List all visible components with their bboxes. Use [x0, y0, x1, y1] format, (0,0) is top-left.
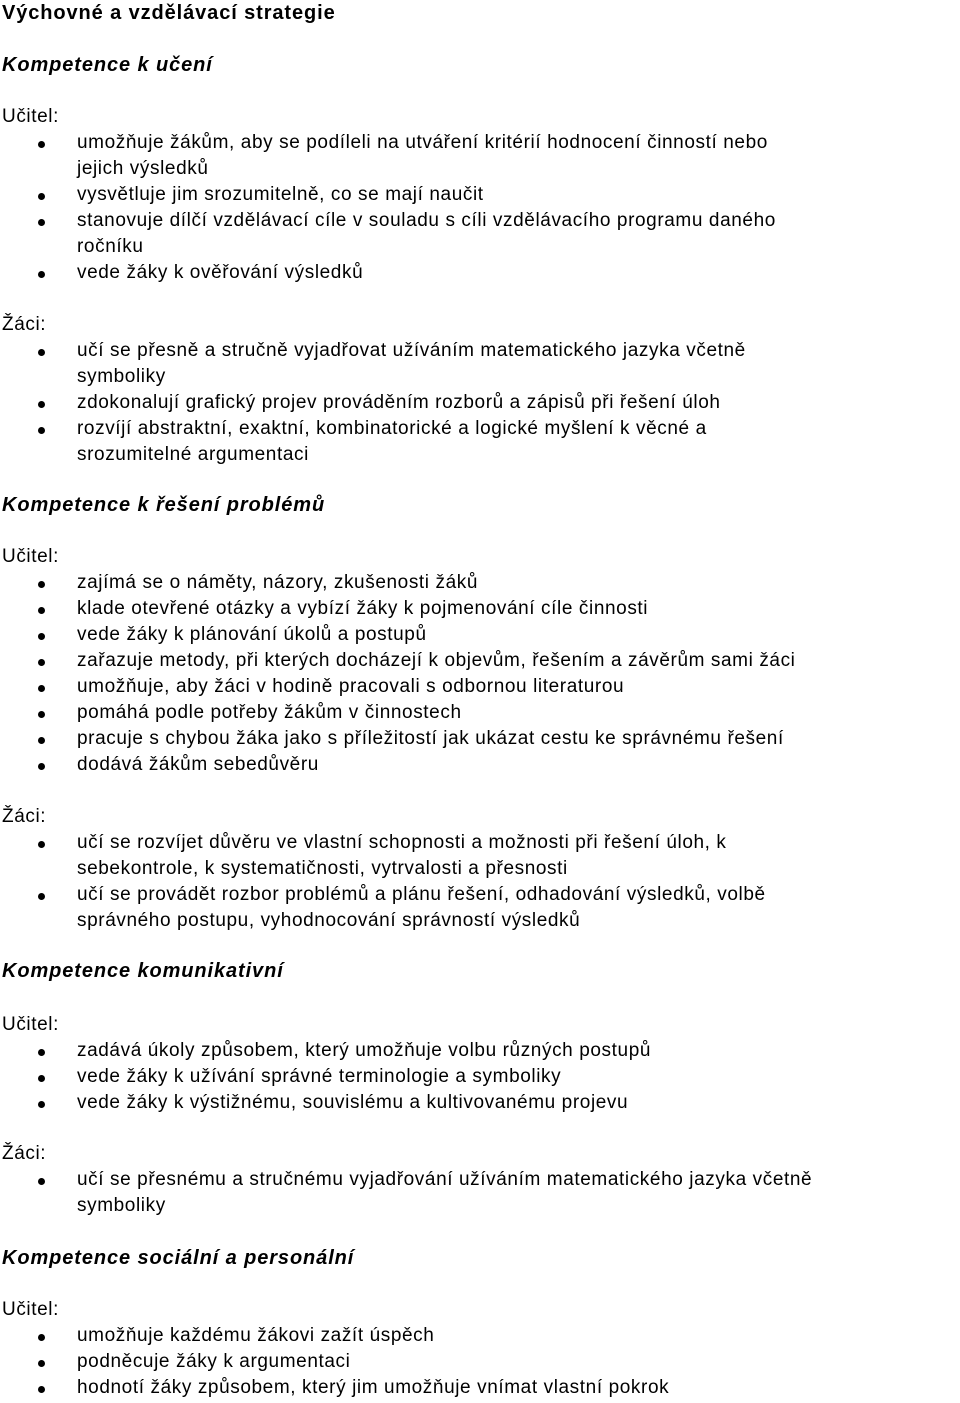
- bullet-icon: [38, 841, 45, 848]
- list-item-text: vede žáky k užívání správné terminologie a symboliky: [77, 1066, 562, 1087]
- document-title: Výchovné a vzdělávací strategie: [2, 2, 336, 24]
- list-item: [0, 830, 960, 882]
- role-label: Učitel:: [2, 546, 59, 567]
- role-label: Žáci:: [2, 1143, 47, 1164]
- bullet-icon: [38, 1101, 45, 1108]
- list-item: [0, 700, 960, 726]
- list-item-text: vede žáky k výstižnému, souvislému a kultivovanému projevu: [77, 1092, 629, 1113]
- list-item-text: zařazuje metody, při kterých docházejí k objevům, řešením a závěrům sami žáci: [77, 650, 796, 671]
- list-item-text: umožňuje žákům, aby se podíleli na utváření kritérií hodnocení činností nebo jejich výsledků: [77, 132, 768, 179]
- bullet-icon: [38, 763, 45, 770]
- list-item: [0, 674, 960, 700]
- bullet-icon: [38, 711, 45, 718]
- section-heading: Kompetence sociální a personální: [2, 1247, 355, 1269]
- bullet-icon: [38, 1334, 45, 1341]
- list-item-text: zdokonalují grafický projev prováděním rozborů a zápisů při řešení úloh: [77, 392, 721, 413]
- list-item-text: zadává úkoly způsobem, který umožňuje volbu různých postupů: [77, 1040, 652, 1061]
- list-item-text: zajímá se o náměty, názory, zkušenosti žáků: [77, 572, 479, 593]
- list-item: [0, 182, 960, 208]
- role-label: Učitel:: [2, 1014, 59, 1035]
- list-item-text: stanovuje dílčí vzdělávací cíle v souladu s cíli vzdělávacího programu daného ročníku: [77, 210, 776, 257]
- role-label: Učitel:: [2, 106, 59, 127]
- bullet-icon: [38, 893, 45, 900]
- list-item-text: pracuje s chybou žáka jako s příležitostí jak ukázat cestu ke správnému řešení: [77, 728, 784, 749]
- list-item-text: rozvíjí abstraktní, exaktní, kombinatorické a logické myšlení k věcné a srozumitelné argumentaci: [77, 418, 707, 465]
- list-item-text: vede žáky k plánování úkolů a postupů: [77, 624, 427, 645]
- list-item: [0, 726, 960, 752]
- list-item: [0, 622, 960, 648]
- list-item: [0, 1375, 960, 1401]
- bullet-icon: [38, 349, 45, 356]
- bullet-icon: [38, 1386, 45, 1393]
- bullet-icon: [38, 427, 45, 434]
- list-item-text: učí se rozvíjet důvěru ve vlastní schopnosti a možnosti při řešení úloh, k sebekontrole, k systematičnosti, vytrvalosti a přesnosti: [77, 832, 727, 879]
- section-heading: Kompetence komunikativní: [2, 960, 284, 982]
- bullet-icon: [38, 581, 45, 588]
- list-item-text: učí se přesně a stručně vyjadřovat užíváním matematického jazyka včetně symboliky: [77, 340, 746, 387]
- list-item: [0, 648, 960, 674]
- list-item: [0, 338, 960, 390]
- bullet-icon: [38, 271, 45, 278]
- bullet-icon: [38, 219, 45, 226]
- bullet-icon: [38, 607, 45, 614]
- bullet-icon: [38, 659, 45, 666]
- list-item: [0, 390, 960, 416]
- bullet-icon: [38, 633, 45, 640]
- bullet-icon: [38, 1360, 45, 1367]
- list-item: [0, 260, 960, 286]
- list-item-text: umožňuje, aby žáci v hodině pracovali s odbornou literaturou: [77, 676, 625, 697]
- list-item-text: hodnotí žáky způsobem, který jim umožňuje vnímat vlastní pokrok: [77, 1377, 670, 1398]
- list-item-text: dodává žákům sebedůvěru: [77, 754, 319, 775]
- list-item: [0, 1090, 960, 1116]
- bullet-icon: [38, 1049, 45, 1056]
- bullet-icon: [38, 1178, 45, 1185]
- list-item-text: vede žáky k ověřování výsledků: [77, 262, 364, 283]
- list-item: [0, 1038, 960, 1064]
- section-heading: Kompetence k učení: [2, 54, 213, 76]
- list-item: [0, 130, 960, 182]
- list-item-text: podněcuje žáky k argumentaci: [77, 1351, 351, 1372]
- role-label: Učitel:: [2, 1299, 59, 1320]
- list-item-text: umožňuje každému žákovi zažít úspěch: [77, 1325, 435, 1346]
- bullet-icon: [38, 685, 45, 692]
- bullet-icon: [38, 193, 45, 200]
- role-label: Žáci:: [2, 806, 47, 827]
- bullet-icon: [38, 141, 45, 148]
- list-item: [0, 1064, 960, 1090]
- list-item-text: vysvětluje jim srozumitelně, co se mají naučit: [77, 184, 484, 205]
- list-item-text: klade otevřené otázky a vybízí žáky k pojmenování cíle činnosti: [77, 598, 649, 619]
- list-item-text: učí se přesnému a stručnému vyjadřování užíváním matematického jazyka včetně symboliky: [77, 1169, 813, 1216]
- list-item: [0, 570, 960, 596]
- list-item-text: učí se provádět rozbor problémů a plánu řešení, odhadování výsledků, volbě správného postupu, vyhodnocování správností výsledků: [77, 884, 766, 931]
- list-item: [0, 752, 960, 778]
- list-item-text: pomáhá podle potřeby žákům v činnostech: [77, 702, 462, 723]
- bullet-icon: [38, 737, 45, 744]
- list-item: [0, 1167, 960, 1219]
- bullet-icon: [38, 401, 45, 408]
- list-item: [0, 1323, 960, 1349]
- bullet-icon: [38, 1075, 45, 1082]
- role-label: Žáci:: [2, 314, 47, 335]
- list-item: [0, 416, 960, 468]
- list-item: [0, 596, 960, 622]
- list-item: [0, 208, 960, 260]
- list-item: [0, 1349, 960, 1375]
- section-heading: Kompetence k řešení problémů: [2, 494, 326, 516]
- list-item: [0, 882, 960, 934]
